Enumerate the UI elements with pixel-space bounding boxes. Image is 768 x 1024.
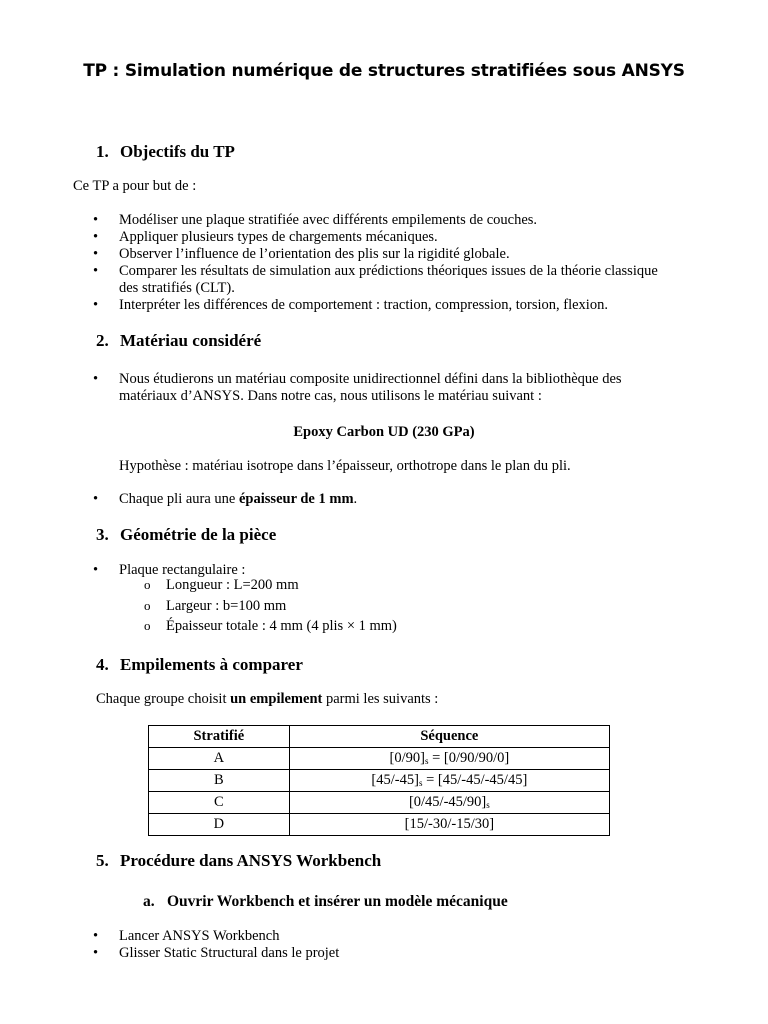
section-5a-title: Ouvrir Workbench et insérer un modèle mécanique: [167, 893, 508, 910]
section-4-number: 4.: [96, 655, 109, 674]
column-header: Séquence: [289, 726, 609, 748]
ply-thickness-prefix: Chaque pli aura une: [119, 491, 239, 507]
section-3-number: 3.: [96, 525, 109, 544]
ply-thickness-list: [73, 491, 673, 508]
list-item: • Plaque rectangulaire :: [73, 562, 673, 579]
stack-sequence: $[0/45/-45/90]_s$: [289, 792, 609, 814]
intro-prefix: Chaque groupe choisit: [96, 691, 231, 707]
intro-suffix: parmi les suivants :: [322, 691, 439, 707]
list-item: • Glisser Static Structural dans le projet: [73, 945, 673, 962]
section-2-heading: [96, 331, 261, 351]
stack-label: A: [149, 748, 290, 770]
list-item: • Appliquer plusieurs types de chargements mécaniques.: [73, 229, 673, 246]
section-4-title: Empilements à comparer: [120, 655, 303, 674]
section-2-title: Matériau considéré: [120, 331, 262, 350]
section-5-title: Procédure dans ANSYS Workbench: [120, 851, 382, 870]
stack-sequence: [15/-30/-15/30]: [289, 814, 609, 836]
ply-thickness-suffix: .: [353, 491, 358, 507]
table-row: [149, 814, 610, 836]
sub-list-item: o Longueur : L=200 mm: [73, 575, 673, 596]
list-item: • Nous étudierons un matériau composite unidirectionnel défini dans la bibliothèque des matériaux d’ANSYS. Dans notre cas, nous utilisons le matériau suivant :: [73, 371, 673, 405]
sub-list-item: o Épaisseur totale : 4 mm (4 plis × 1 mm): [73, 616, 673, 637]
ply-thickness-value: épaisseur de 1 mm: [239, 491, 354, 507]
document-title: TP : Simulation numérique de structures stratifiées sous ANSYS: [83, 61, 685, 81]
table-row: [149, 792, 610, 814]
section-1-intro: Ce TP a pour but de :: [73, 178, 197, 194]
stack-sequence: $[45/-45]_s = [45/-45/-45/45]$: [289, 770, 609, 792]
section-3-title: Géométrie de la pièce: [120, 525, 277, 544]
column-header: Stratifié: [149, 726, 290, 748]
section-1-title: Objectifs du TP: [120, 142, 235, 161]
list-item: • Comparer les résultats de simulation aux prédictions théoriques issues de la théorie classique des stratifiés (CLT).: [73, 263, 673, 297]
list-item: • Modéliser une plaque stratifiée avec différents empilements de couches.: [73, 212, 673, 229]
sub-list-item: o Largeur : b=100 mm: [73, 596, 673, 617]
list-item: • Observer l’influence de l’orientation des plis sur la rigidité globale.: [73, 246, 673, 263]
stack-label: D: [149, 814, 290, 836]
section-4-heading: [96, 655, 303, 675]
section-5a-heading: [143, 893, 508, 911]
section-2-number: 2.: [96, 331, 109, 350]
table-row: [149, 770, 610, 792]
table-row: [149, 748, 610, 770]
stack-label: B: [149, 770, 290, 792]
list-item: • Lancer ANSYS Workbench: [73, 928, 673, 945]
section-4-intro: [96, 691, 438, 708]
objectives-list: [73, 212, 673, 314]
material-hypothesis: Hypothèse : matériau isotrope dans l’épaisseur, orthotrope dans le plan du pli.: [119, 458, 571, 474]
section-1-number: 1.: [96, 142, 109, 161]
list-item: • Interpréter les différences de comportement : traction, compression, torsion, flexion.: [73, 297, 673, 314]
section-5a-number: a.: [143, 893, 155, 910]
stacking-table: [148, 725, 610, 836]
material-name: Epoxy Carbon UD (230 GPa): [293, 424, 475, 440]
stack-sequence: $[0/90]_s = [0/90/90/0]$: [289, 748, 609, 770]
procedure-list: [73, 928, 673, 962]
section-5-heading: [96, 851, 381, 871]
section-3-heading: [96, 525, 276, 545]
list-item: [73, 491, 673, 508]
section-1-heading: [96, 142, 235, 162]
geometry-sublist: [73, 575, 673, 637]
intro-bold: un empilement: [230, 691, 323, 707]
material-list: [73, 371, 673, 405]
table-header-row: [149, 726, 610, 748]
stack-label: C: [149, 792, 290, 814]
section-5-number: 5.: [96, 851, 109, 870]
